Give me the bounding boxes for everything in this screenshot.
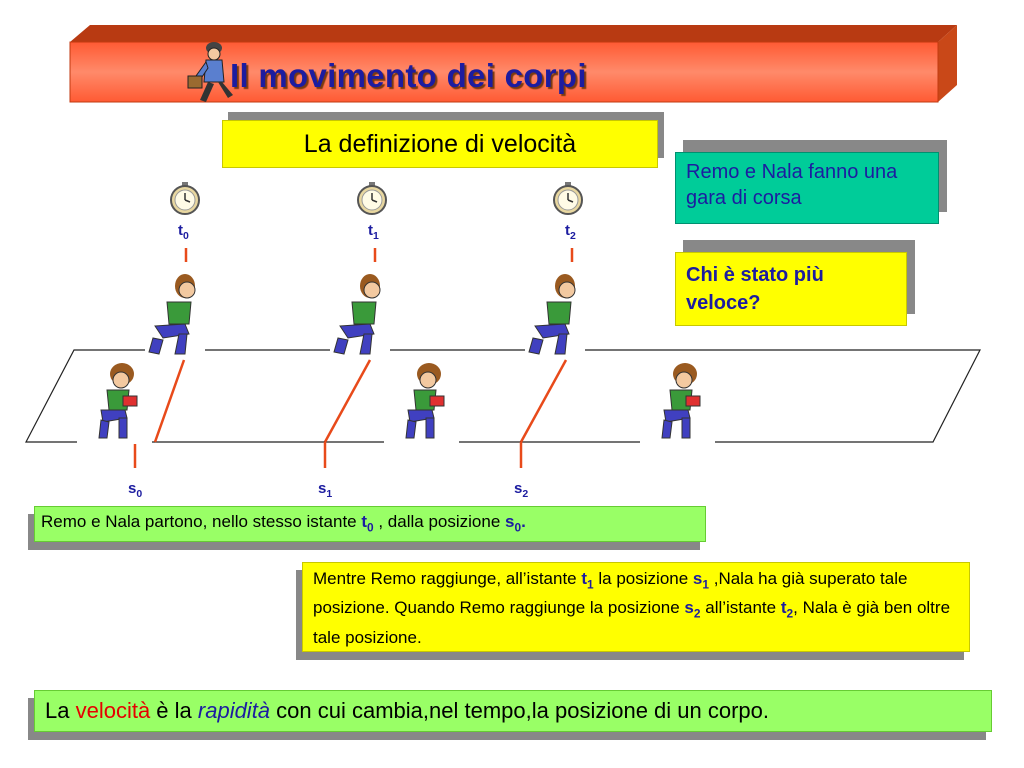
- time-line-t2: [521, 360, 566, 442]
- velocity-definition-box: [28, 690, 992, 742]
- time-label-t1: $t_1$: [368, 222, 379, 242]
- explanation-box: [296, 562, 972, 662]
- position-label-s2: $s_2$: [514, 480, 529, 500]
- runner-remo: [640, 358, 715, 444]
- start-sentence: Remo e Nala partono, nello stesso istante $t_0$ , dalla posizione $s_0$.: [34, 506, 706, 542]
- page-title: Il movimento dei corpi: [230, 57, 587, 94]
- time-line-t1: [325, 360, 370, 442]
- time-label-t2: $t_2$: [565, 222, 576, 242]
- velocity-definition: La velocità è la rapidità con cui cambia,nel tempo,la posizione di un corpo.: [34, 690, 992, 732]
- runner-nala: [330, 268, 390, 358]
- explanation-text: Mentre Remo raggiunge, all’istante $t_1$ la posizione $s_1$ ,Nala ha già superato tale posizione. Quando Remo raggiunge la posizione $s_2$ all’istante $t_2$, Nala è già ben oltre tale posizione.: [302, 562, 970, 652]
- runner-nala: [145, 268, 205, 358]
- race-text: Remo e Nala fanno una gara di corsa: [675, 152, 939, 224]
- stopwatch-icon: [171, 182, 199, 214]
- runner-remo: [384, 358, 459, 444]
- position-label-s1: $s_1$: [318, 480, 333, 500]
- definition-heading-box: [222, 118, 664, 170]
- time-line-t0: [155, 360, 184, 442]
- race-track: [26, 350, 980, 442]
- definition-heading: La definizione di velocità: [222, 120, 658, 168]
- runner-nala: [525, 268, 585, 358]
- stopwatch-icon: [358, 182, 386, 214]
- time-label-t0: $t_0$: [178, 222, 189, 242]
- stopwatch-icon: [554, 182, 582, 214]
- start-sentence-box: [28, 506, 708, 552]
- race-illustration: [0, 170, 1000, 510]
- question-text: Chi è stato più veloce?: [675, 252, 907, 326]
- position-label-s0: $s_0$: [128, 480, 143, 500]
- runner-remo: [77, 358, 152, 444]
